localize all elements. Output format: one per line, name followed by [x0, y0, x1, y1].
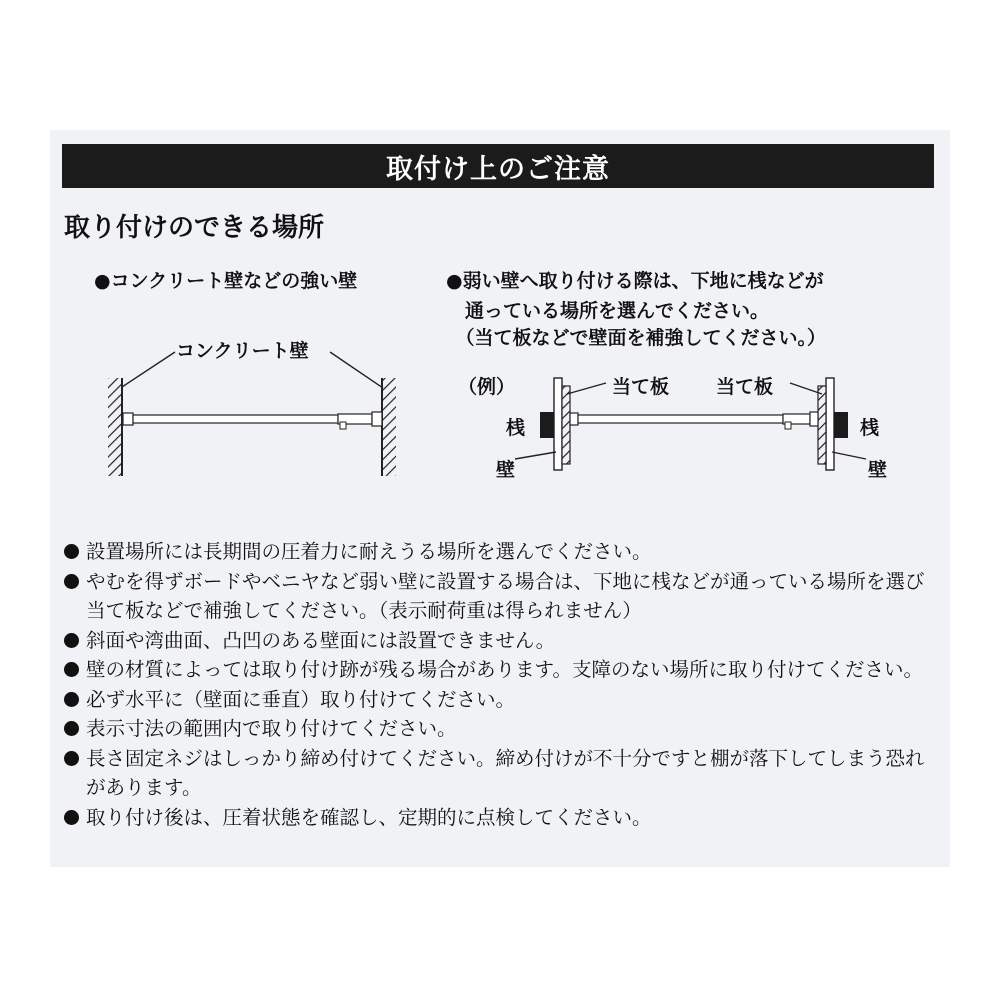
plate-left	[562, 386, 570, 464]
plate-right	[818, 386, 826, 464]
weak-wall-diagram	[515, 378, 866, 470]
concrete-wall-diagram	[108, 352, 396, 476]
stud-label-left: 桟	[506, 417, 526, 439]
tension-rod-right	[570, 412, 818, 429]
list-item: 設置場所には長期間の圧着力に耐えうる場所を選んでください。	[62, 537, 942, 567]
stud-label-right: 桟	[860, 417, 880, 439]
right-caption-line-1: ●弱い壁へ取り付ける際は、下地に桟などが	[446, 270, 824, 292]
example-label: （例）	[458, 376, 516, 398]
right-caption-line-3: （当て板などで壁面を補強してください。）	[446, 327, 827, 349]
concrete-wall-left	[108, 378, 122, 476]
concrete-wall-label: コンクリート壁	[176, 340, 309, 362]
wall-label-left: 壁	[496, 459, 516, 481]
list-item: やむを得ずボードやベニヤなど弱い壁に設置する場合は、下地に桟などが通っている場所を選び当て板などで補強してください。（表示耐荷重は得られません）	[62, 567, 942, 626]
left-caption: ●コンクリート壁などの強い壁	[94, 270, 358, 292]
wall-left	[554, 378, 562, 470]
stud-left	[540, 412, 554, 438]
list-item: 長さ固定ネジはしっかり締め付けてください。締め付けが不十分ですと棚が落下してしまう恐れがあります。	[62, 744, 942, 803]
leader-line-right	[330, 352, 383, 388]
wall-right	[826, 378, 834, 470]
right-caption-line-2: 通っている場所を選んでください。	[446, 300, 770, 322]
tension-rod-left	[123, 412, 382, 429]
list-item: 取り付け後は、圧着状態を確認し、定期的に点検してください。	[62, 803, 942, 833]
list-item: 必ず水平に（壁面に垂直）取り付けてください。	[62, 685, 942, 715]
plate-label-right: 当て板	[716, 376, 774, 398]
list-item: 斜面や湾曲面、凸凹のある壁面には設置できません。	[62, 626, 942, 656]
concrete-wall-right	[382, 378, 396, 476]
plate-label-left: 当て板	[612, 376, 670, 398]
stud-right	[834, 412, 848, 438]
banner-title: 取付け上のご注意	[62, 144, 934, 188]
leader-line-left	[122, 352, 175, 387]
list-item: 表示寸法の範囲内で取り付けてください。	[62, 714, 942, 744]
list-item: 壁の材質によっては取り付け跡が残る場合があります。支障のない場所に取り付けてください。	[62, 655, 942, 685]
section-title: 取り付けのできる場所	[64, 213, 325, 243]
notes-list	[62, 537, 942, 832]
wall-label-right: 壁	[868, 459, 888, 481]
